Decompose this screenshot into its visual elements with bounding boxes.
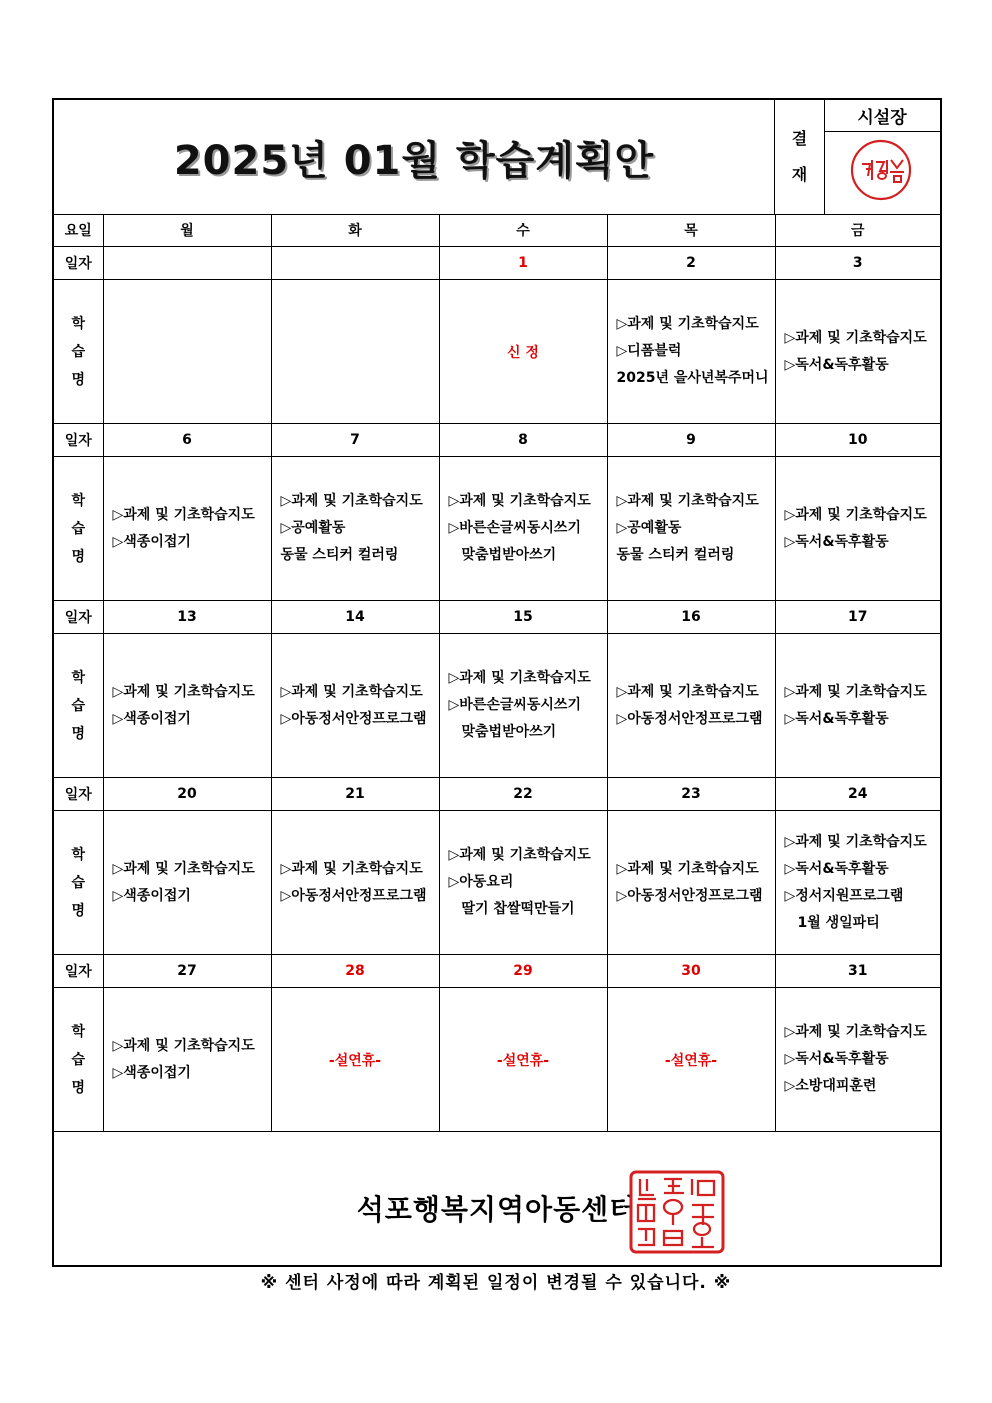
plan-row-label — [54, 634, 103, 778]
plan-cell — [607, 634, 775, 778]
plan-list — [272, 488, 439, 569]
plan-item: ▷공예활동 — [616, 520, 682, 536]
plan-item: 동물 스티커 컬러링 — [280, 547, 399, 563]
plan-item: ▷색종이접기 — [112, 887, 191, 904]
plan-cell — [103, 988, 271, 1132]
date-cell: 16 — [607, 601, 775, 634]
plan-row-label — [54, 457, 103, 601]
plan-cell — [775, 988, 940, 1132]
plan-item: ▷바른손글씨동시쓰기 — [448, 697, 581, 713]
plan-list — [776, 679, 941, 733]
plan-item: ▷과제 및 기초학습지도 — [616, 683, 759, 700]
weekday-row-label: 요일 — [54, 214, 103, 247]
plan-row-label-char: 명 — [71, 548, 86, 565]
plan-list — [608, 856, 775, 910]
plan-row — [54, 634, 940, 778]
plan-list — [776, 1019, 941, 1100]
plan-item: ▷아동요리 — [448, 874, 514, 890]
plan-row-label — [54, 988, 103, 1132]
plan-row-label-char: 습 — [71, 874, 86, 891]
date-row — [54, 955, 940, 988]
plan-item: ▷소방대피훈련 — [784, 1078, 877, 1094]
date-row — [54, 601, 940, 634]
plan-list — [104, 502, 271, 556]
plan-item: ▷과제 및 기초학습지도 — [112, 1037, 255, 1054]
plan-item: ▷아동정서안정프로그램 — [616, 710, 763, 727]
plan-item: ▷과제 및 기초학습지도 — [448, 670, 591, 686]
weekday-header: 화 — [271, 214, 439, 247]
plan-item: ▷바른손글씨동시쓰기 — [448, 520, 581, 536]
date-cell — [271, 247, 439, 280]
plan-row-label-char: 학 — [71, 1023, 86, 1040]
date-row-label: 일자 — [54, 424, 103, 457]
plan-item: 2025년 을사년복주머니 — [616, 370, 769, 386]
plan-cell — [103, 280, 271, 424]
plan-item: 맞춤법받아쓰기 — [461, 547, 557, 563]
plan-item: ▷과제 및 기초학습지도 — [448, 493, 591, 509]
plan-row-label-char: 명 — [71, 725, 86, 742]
plan-cell — [775, 457, 940, 601]
plan-row-label-char: 명 — [71, 902, 86, 919]
date-cell: 23 — [607, 778, 775, 811]
plan-item: ▷과제 및 기초학습지도 — [280, 493, 423, 509]
plan-list — [440, 842, 607, 923]
plan-item: ▷과제 및 기초학습지도 — [448, 847, 591, 863]
plan-item: ▷아동정서안정프로그램 — [280, 710, 427, 727]
plan-cell — [607, 811, 775, 955]
plan-row-label — [54, 280, 103, 424]
date-row-label: 일자 — [54, 601, 103, 634]
holiday-label: -설연휴- — [328, 1052, 382, 1069]
date-row-label: 일자 — [54, 778, 103, 811]
date-cell: 3 — [775, 247, 940, 280]
holiday-label: 신 정 — [507, 344, 539, 361]
notice-text: ※ 센터 사정에 따라 계획된 일정이 변경될 수 있습니다. ※ — [260, 1273, 732, 1293]
date-cell: 6 — [103, 424, 271, 457]
plan-cell — [607, 457, 775, 601]
plan-row-label-char: 학 — [71, 315, 86, 332]
date-cell: 8 — [439, 424, 607, 457]
plan-cell — [775, 634, 940, 778]
plan-row — [54, 988, 940, 1132]
plan-cell — [271, 457, 439, 601]
date-cell: 10 — [775, 424, 940, 457]
plan-cell — [439, 988, 607, 1132]
plan-cell — [439, 634, 607, 778]
plan-item: ▷과제 및 기초학습지도 — [616, 493, 759, 509]
date-cell: 15 — [439, 601, 607, 634]
date-row — [54, 778, 940, 811]
plan-row-label-char: 명 — [71, 371, 86, 388]
date-cell: 20 — [103, 778, 271, 811]
date-cell: 9 — [607, 424, 775, 457]
holiday-label: -설연휴- — [664, 1052, 718, 1069]
plan-item: ▷과제 및 기초학습지도 — [112, 506, 255, 523]
plan-row-label-char: 습 — [71, 1051, 86, 1068]
date-cell: 1 — [439, 247, 607, 280]
plan-item: ▷과제 및 기초학습지도 — [616, 316, 759, 332]
center-name: 석포행복지역아동센터 — [356, 1192, 638, 1226]
date-cell: 14 — [271, 601, 439, 634]
holiday-label: -설연휴- — [496, 1052, 550, 1069]
plan-list — [440, 488, 607, 569]
weekday-header: 목 — [607, 214, 775, 247]
plan-item: ▷디폼블럭 — [616, 343, 682, 359]
plan-list — [608, 488, 775, 569]
date-cell: 22 — [439, 778, 607, 811]
plan-cell — [103, 634, 271, 778]
plan-list — [104, 679, 271, 733]
plan-cell — [271, 988, 439, 1132]
plan-row — [54, 457, 940, 601]
plan-cell — [775, 811, 940, 955]
date-cell: 7 — [271, 424, 439, 457]
plan-item: ▷과제 및 기초학습지도 — [784, 833, 927, 850]
center-seal-stamp — [628, 1169, 726, 1255]
plan-item: ▷과제 및 기초학습지도 — [616, 860, 759, 877]
calendar-table — [54, 214, 940, 1132]
plan-cell — [103, 457, 271, 601]
plan-item: ▷독서&독후활동 — [784, 1051, 889, 1067]
plan-row-label-char: 학 — [71, 669, 86, 686]
plan-list — [104, 856, 271, 910]
weekday-row — [54, 214, 940, 247]
plan-item: ▷독서&독후활동 — [784, 860, 889, 877]
plan-item: ▷과제 및 기초학습지도 — [112, 860, 255, 877]
date-row — [54, 424, 940, 457]
plan-document — [52, 98, 942, 1267]
plan-item: ▷과제 및 기초학습지도 — [112, 683, 255, 700]
plan-cell — [607, 280, 775, 424]
plan-cell — [271, 280, 439, 424]
plan-item: ▷아동정서안정프로그램 — [280, 887, 427, 904]
date-row-label: 일자 — [54, 955, 103, 988]
plan-row-label — [54, 811, 103, 955]
plan-list — [272, 679, 439, 733]
date-cell: 27 — [103, 955, 271, 988]
date-cell: 28 — [271, 955, 439, 988]
date-row-label: 일자 — [54, 247, 103, 280]
plan-item: ▷독서&독후활동 — [784, 533, 889, 550]
plan-row-label-char: 명 — [71, 1079, 86, 1096]
plan-list — [104, 1033, 271, 1087]
plan-cell — [439, 811, 607, 955]
plan-row-label-char: 습 — [71, 520, 86, 537]
plan-item: ▷독서&독후활동 — [784, 356, 889, 373]
plan-item: ▷과제 및 기초학습지도 — [280, 683, 423, 700]
plan-item: ▷색종이접기 — [112, 1064, 191, 1081]
date-cell: 24 — [775, 778, 940, 811]
plan-row — [54, 811, 940, 955]
plan-cell — [439, 457, 607, 601]
plan-item: 동물 스티커 컬러링 — [616, 547, 735, 563]
plan-list — [776, 502, 941, 556]
plan-item: ▷색종이접기 — [112, 533, 191, 550]
approval-label-bottom: 재 — [791, 165, 808, 184]
plan-row-label-char: 습 — [71, 343, 86, 360]
plan-cell — [607, 988, 775, 1132]
plan-item: ▷과제 및 기초학습지도 — [280, 860, 423, 877]
plan-cell — [271, 634, 439, 778]
plan-item: ▷과제 및 기초학습지도 — [784, 683, 927, 700]
director-signature-stamp — [849, 138, 913, 202]
date-cell — [103, 247, 271, 280]
date-cell: 13 — [103, 601, 271, 634]
plan-list — [608, 311, 775, 392]
weekday-header: 월 — [103, 214, 271, 247]
plan-list — [440, 665, 607, 746]
plan-list — [608, 679, 775, 733]
date-cell: 29 — [439, 955, 607, 988]
plan-list — [272, 856, 439, 910]
plan-row — [54, 280, 940, 424]
date-cell: 30 — [607, 955, 775, 988]
date-cell: 17 — [775, 601, 940, 634]
header — [54, 100, 940, 215]
plan-item: ▷정서지원프로그램 — [784, 887, 904, 904]
plan-cell — [439, 280, 607, 424]
date-cell: 21 — [271, 778, 439, 811]
date-cell: 2 — [607, 247, 775, 280]
plan-item: ▷아동정서안정프로그램 — [616, 887, 763, 904]
date-row — [54, 247, 940, 280]
plan-item: ▷색종이접기 — [112, 710, 191, 727]
weekday-header: 금 — [775, 214, 940, 247]
plan-item: ▷과제 및 기초학습지도 — [784, 1024, 927, 1040]
plan-item: ▷과제 및 기초학습지도 — [784, 329, 927, 346]
plan-cell — [775, 280, 940, 424]
director-label: 시설장 — [824, 100, 940, 132]
footer — [54, 1150, 940, 1265]
date-cell: 31 — [775, 955, 940, 988]
plan-item: ▷공예활동 — [280, 520, 346, 536]
plan-list — [776, 829, 941, 937]
weekday-header: 수 — [439, 214, 607, 247]
plan-item: 딸기 찹쌀떡만들기 — [461, 901, 575, 917]
approval-label-top: 결 — [791, 129, 808, 148]
plan-item: ▷독서&독후활동 — [784, 710, 889, 727]
plan-item: 맞춤법받아쓰기 — [461, 724, 557, 740]
plan-cell — [103, 811, 271, 955]
plan-item: ▷과제 및 기초학습지도 — [784, 506, 927, 523]
plan-cell — [271, 811, 439, 955]
plan-row-label-char: 학 — [71, 492, 86, 509]
plan-row-label-char: 습 — [71, 697, 86, 714]
approval-label — [774, 100, 825, 214]
plan-item: 1월 생일파티 — [797, 914, 880, 931]
page-title: 2025년 01월 학습계획안 — [173, 137, 655, 184]
plan-list — [776, 325, 941, 379]
plan-row-label-char: 학 — [71, 846, 86, 863]
